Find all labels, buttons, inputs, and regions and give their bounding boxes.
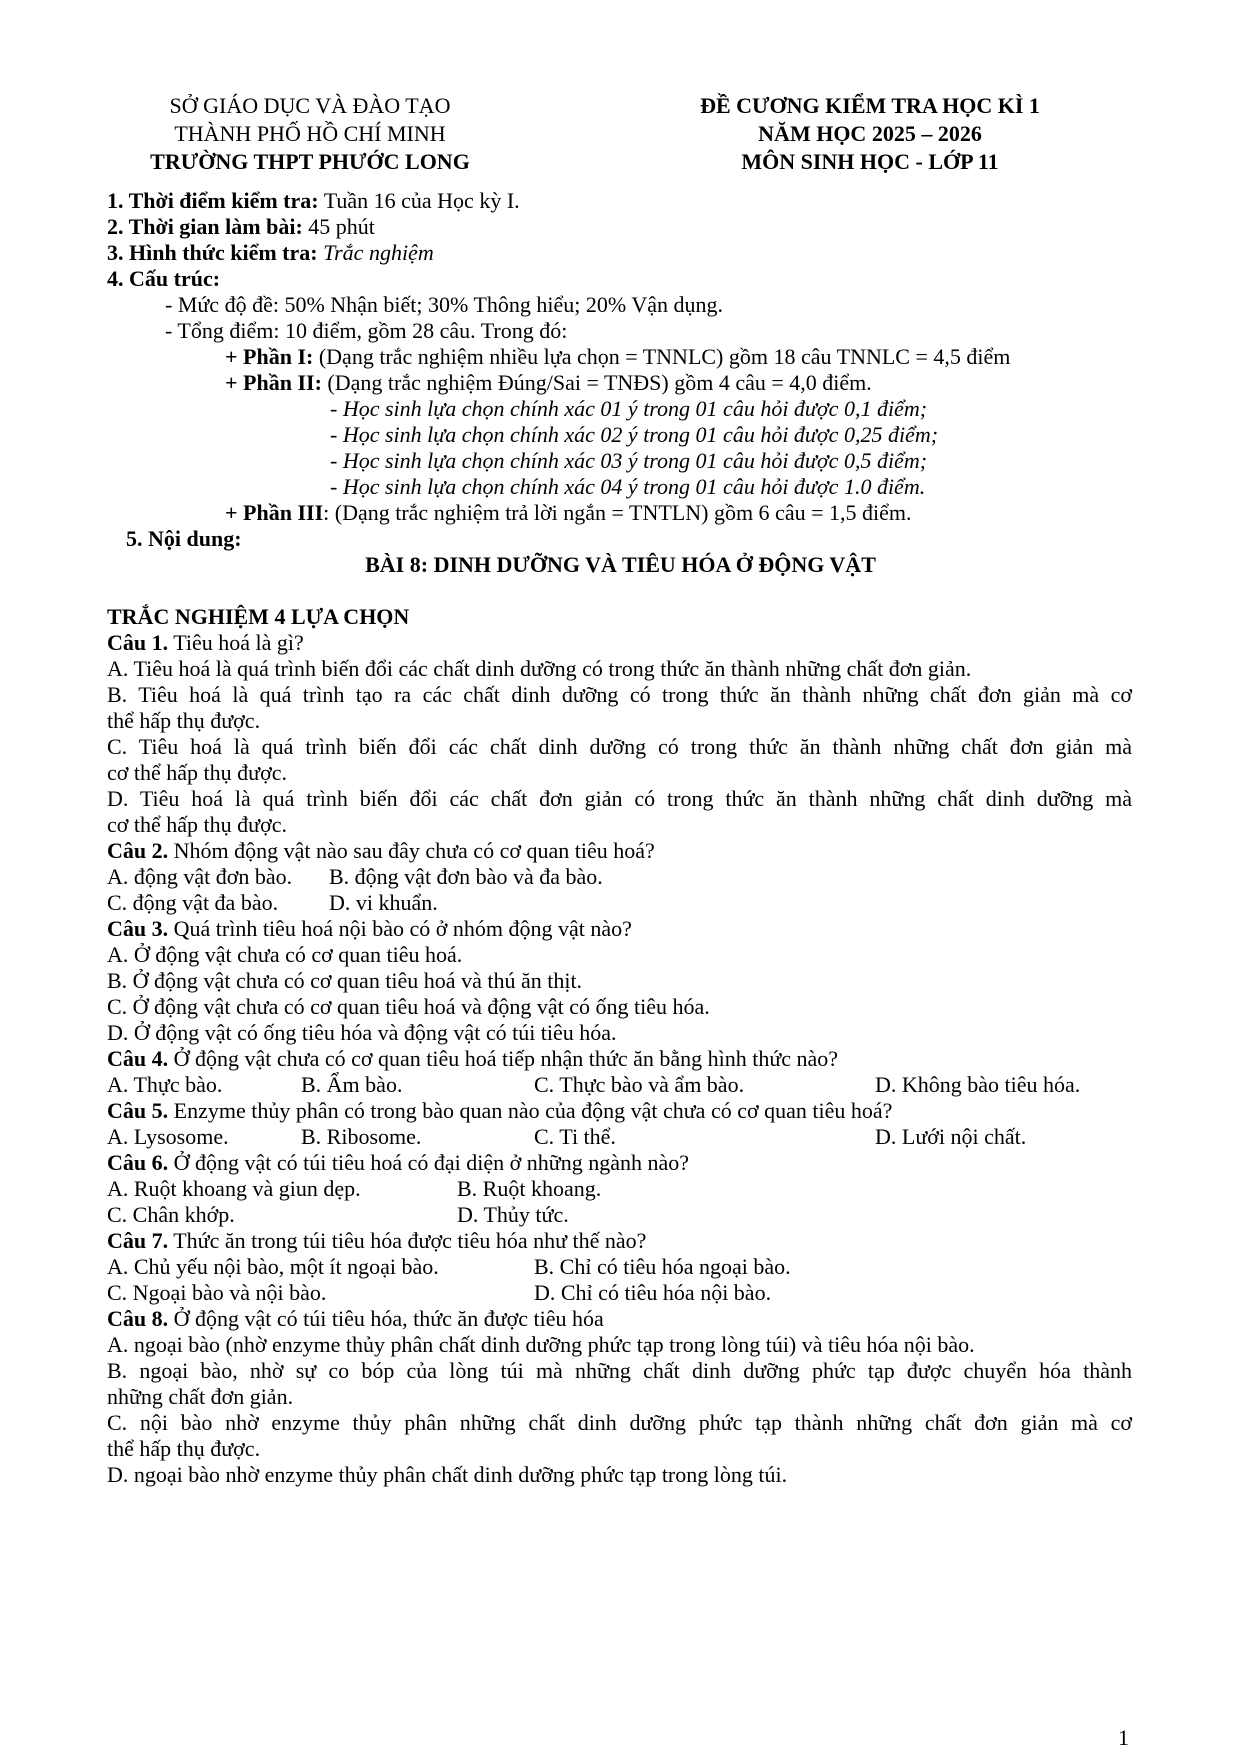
question-label: Câu 4. (107, 1046, 169, 1071)
exam-form-value: Trắc nghiệm (317, 240, 434, 265)
question-8 (107, 1305, 604, 1333)
exam-form-label: 3. Hình thức kiểm tra: (107, 240, 318, 265)
part3-value: : (Dạng trắc nghiệm trả lời ngắn = TNTLN) gồm 6 câu = 1,5 điểm. (323, 500, 912, 525)
exam-info (640, 92, 1100, 176)
school-year: NĂM HỌC 2025 – 2026 (758, 121, 982, 146)
question-text: Thức ăn trong túi tiêu hóa được tiêu hóa như thế nào? (168, 1228, 647, 1253)
option-b: B. động vật đơn bào và đa bào. (329, 864, 603, 889)
question-5 (107, 1097, 892, 1125)
option-d: D. vi khuẩn. (329, 890, 438, 915)
option-a: A. Chủ yếu nội bào, một ít ngoại bào. (107, 1254, 439, 1279)
option-b: B. Ẩm bào. (301, 1072, 403, 1097)
option-d: D. Thủy tức. (457, 1202, 569, 1227)
duration-label: 2. Thời gian làm bài: (107, 214, 303, 239)
question-label: Câu 3. (107, 916, 169, 941)
document-header (0, 92, 1241, 182)
option-c: C. Thực bào và ẩm bào. (534, 1072, 745, 1097)
school-info (110, 92, 510, 176)
question-text: Ở động vật có túi tiêu hoá có đại diện ở những ngành nào? (168, 1150, 690, 1175)
question-7 (107, 1227, 646, 1255)
school-name: TRƯỜNG THPT PHƯỚC LONG (150, 149, 470, 174)
exam-time-label: 1. Thời điểm kiểm tra: (107, 188, 319, 213)
option-d: D. Không bào tiêu hóa. (875, 1072, 1081, 1097)
content-heading: 5. Nội dung: (126, 526, 242, 551)
exam-form-line (107, 239, 434, 267)
question-2 (107, 837, 655, 865)
part1-label: + Phần I: (225, 344, 314, 369)
option-a: A. Lysosome. (107, 1124, 229, 1149)
question-label: Câu 5. (107, 1098, 169, 1123)
lesson-title: BÀI 8: DINH DƯỠNG VÀ TIÊU HÓA Ở ĐỘNG VẬT (365, 552, 876, 577)
exam-time-line (107, 187, 520, 215)
section-title: TRẮC NGHIỆM 4 LỰA CHỌN (107, 604, 410, 629)
part2-label: + Phần II: (225, 370, 322, 395)
question-text: Ở động vật có túi tiêu hóa, thức ăn được tiêu hóa (168, 1306, 604, 1331)
option-c: C. động vật đa bào. (107, 890, 279, 915)
part3-label: + Phần III (225, 500, 324, 525)
option-b: B. Ribosome. (301, 1124, 422, 1149)
part2-value: (Dạng trắc nghiệm Đúng/Sai = TNĐS) gồm 4 câu = 4,0 điểm. (321, 370, 872, 395)
option-a: A. ngoại bào (nhờ enzyme thủy phân chất dinh dưỡng phức tạp trong lòng túi) và tiêu hóa nội bào. (107, 1332, 975, 1357)
exam-time-value: Tuần 16 của Học kỳ I. (318, 188, 520, 213)
structure-heading: 4. Cấu trúc: (107, 266, 221, 291)
difficulty-level: - Mức độ đề: 50% Nhận biết; 30% Thông hiểu; 20% Vận dụng. (165, 292, 723, 317)
question-label: Câu 7. (107, 1228, 169, 1253)
question-label: Câu 1. (107, 630, 169, 655)
option-b-cont: những chất đơn giản. (107, 1384, 294, 1409)
question-text: Tiêu hoá là gì? (168, 630, 304, 655)
question-6 (107, 1149, 689, 1177)
part2-line (225, 369, 872, 397)
option-c: C. nội bào nhờ enzyme thủy phân những chất dinh dưỡng phức tạp thành những chất đơn giản mà cơ (107, 1410, 1132, 1435)
part2-rule: - Học sinh lựa chọn chính xác 02 ý trong 01 câu hỏi được 0,25 điểm; (330, 422, 939, 447)
question-text: Nhóm động vật nào sau đây chưa có cơ quan tiêu hoá? (168, 838, 655, 863)
option-c-cont: cơ thể hấp thụ được. (107, 760, 287, 785)
part2-rule: - Học sinh lựa chọn chính xác 01 ý trong 01 câu hỏi được 0,1 điểm; (330, 396, 928, 421)
option-b: B. Chỉ có tiêu hóa ngoại bào. (534, 1254, 791, 1279)
option-a: A. Ở động vật chưa có cơ quan tiêu hoá. (107, 942, 463, 967)
city-name: THÀNH PHỐ HỒ CHÍ MINH (174, 121, 446, 146)
question-1 (107, 629, 304, 657)
part2-rule: - Học sinh lựa chọn chính xác 03 ý trong 01 câu hỏi được 0,5 điểm; (330, 448, 928, 473)
option-c: C. Ti thể. (534, 1124, 616, 1149)
page-number: 1 (1118, 1725, 1129, 1750)
option-b: B. ngoại bào, nhờ sự co bóp của lòng túi mà những chất dinh dưỡng phức tạp được chuyển hóa thành (107, 1358, 1132, 1383)
option-a: A. Thực bào. (107, 1072, 223, 1097)
option-c: C. Ở động vật chưa có cơ quan tiêu hoá và động vật có ống tiêu hóa. (107, 994, 710, 1019)
question-text: Quá trình tiêu hoá nội bào có ở nhóm động vật nào? (168, 916, 632, 941)
option-d: D. Ở động vật có ống tiêu hóa và động vật có túi tiêu hóa. (107, 1020, 617, 1045)
option-c: C. Ngoại bào và nội bào. (107, 1280, 327, 1305)
question-label: Câu 2. (107, 838, 169, 863)
subject-grade: MÔN SINH HỌC - LỚP 11 (741, 149, 999, 174)
option-a: A. Ruột khoang và giun dẹp. (107, 1176, 361, 1201)
option-a: A. Tiêu hoá là quá trình biến đổi các chất dinh dưỡng có trong thức ăn thành những chất đơn giản. (107, 656, 972, 681)
option-b: B. Ở động vật chưa có cơ quan tiêu hoá và thú ăn thịt. (107, 968, 583, 993)
part3-line (225, 499, 911, 527)
document-title: ĐỀ CƯƠNG KIỂM TRA HỌC KÌ 1 (700, 93, 1040, 118)
department-name: SỞ GIÁO DỤC VÀ ĐÀO TẠO (169, 93, 451, 118)
option-d-cont: cơ thể hấp thụ được. (107, 812, 287, 837)
total-score: - Tổng điểm: 10 điểm, gồm 28 câu. Trong đó: (165, 318, 568, 343)
option-d: D. Chỉ có tiêu hóa nội bào. (534, 1280, 772, 1305)
option-a: A. động vật đơn bào. (107, 864, 293, 889)
option-b: B. Tiêu hoá là quá trình tạo ra các chất dinh dưỡng có trong thức ăn thành những chất đơn giản mà cơ (107, 682, 1132, 707)
option-b-cont: thể hấp thụ được. (107, 708, 261, 733)
question-label: Câu 6. (107, 1150, 169, 1175)
part2-rule: - Học sinh lựa chọn chính xác 04 ý trong 01 câu hỏi được 1.0 điểm. (330, 474, 926, 499)
option-c: C. Chân khớp. (107, 1202, 235, 1227)
question-4 (107, 1045, 838, 1073)
option-d: D. Tiêu hoá là quá trình biến đổi các chất đơn giản có trong thức ăn thành những chất dinh dưỡng mà (107, 786, 1132, 811)
option-d: D. Lưới nội chất. (875, 1124, 1027, 1149)
option-c: C. Tiêu hoá là quá trình biến đổi các chất dinh dưỡng có trong thức ăn thành những chất đơn giản mà (107, 734, 1132, 759)
option-b: B. Ruột khoang. (457, 1176, 602, 1201)
question-text: Enzyme thủy phân có trong bào quan nào của động vật chưa có cơ quan tiêu hoá? (168, 1098, 893, 1123)
duration-value: 45 phút (302, 214, 375, 239)
question-3 (107, 915, 632, 943)
option-d: D. ngoại bào nhờ enzyme thủy phân chất dinh dưỡng phức tạp trong lòng túi. (107, 1462, 788, 1487)
question-label: Câu 8. (107, 1306, 169, 1331)
part1-value: (Dạng trắc nghiệm nhiều lựa chọn = TNNLC) gồm 18 câu TNNLC = 4,5 điểm (313, 344, 1011, 369)
part1-line (225, 343, 1010, 371)
option-c-cont: thể hấp thụ được. (107, 1436, 261, 1461)
question-text: Ở động vật chưa có cơ quan tiêu hoá tiếp nhận thức ăn bằng hình thức nào? (168, 1046, 839, 1071)
duration-line (107, 213, 375, 241)
